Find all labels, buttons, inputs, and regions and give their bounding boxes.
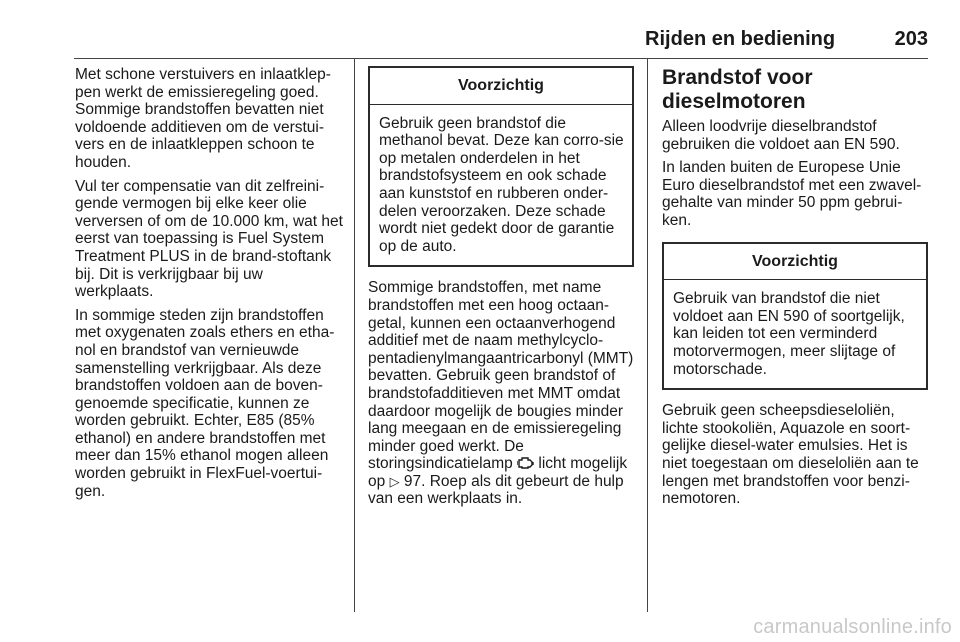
- caution-heading: Voorzichtig: [664, 244, 926, 281]
- paragraph-text: . Roep als dit gebeurt de hulp van een werkplaats in.: [368, 472, 624, 508]
- triangle-right-icon: ▷: [389, 473, 400, 489]
- paragraph: In sommige steden zijn brandstoffen met oxygenaten zoals ethers en etha-nol en brandstof van vernieuwde samenstelling verkrijgbaar. Als deze brandstoffen voldoen aan de boven-genoemde specificatie, kunnen ze worden gebruikt. Echter, E85 (85% ethanol) en andere brandstoffen met meer dan 15% ethanol mogen alleen worden gebruikt in FlexFuel-voertui-gen.: [75, 306, 335, 500]
- column-1: [75, 66, 345, 506]
- caution-body: Gebruik geen brandstof die methanol bevat. Deze kan corro-sie op metalen onderdelen in het brandstofsysteem en ook schade aan kunststof en rubberen onder-delen veroorzaken. Deze schade wordt niet gedekt door de garantie op de auto.: [379, 114, 624, 255]
- paragraph-text: licht mogelijk op: [368, 455, 628, 490]
- caution-heading: Voorzichtig: [370, 68, 632, 105]
- paragraph: Gebruik geen scheepsdieseloliën, lichte stookoliën, Aquazole en soort-gelijke diesel-water emulsies. Het is niet toegestaan om dieseloliën aan te lengen met brandstoffen voor benzi-nemotoren.: [662, 402, 919, 508]
- section-heading: Brandstof voor dieselmotoren: [662, 66, 813, 113]
- caution-box: [368, 66, 634, 267]
- paragraph: [368, 279, 634, 508]
- column-3: [662, 66, 928, 514]
- paragraph: In landen buiten de Europese Unie Euro dieselbrandstof met een zwavel-gehalte van minder 50 ppm gebrui-ken.: [662, 159, 922, 229]
- page-reference[interactable]: 97: [403, 472, 422, 490]
- engine-check-icon: [517, 455, 538, 472]
- page-number: 203: [894, 28, 928, 50]
- paragraph-text: Sommige brandstoffen, met name brandstoffen met een hoog octaan-getal, kunnen een octaanverhogend additief met de naam methylcyclo-pentadienylmangaantricarbonyl (MMT) bevatten. Gebruik geen brandstof of brandstofadditieven met MMT omdat daardoor mogelijk de bougies minder lang meegaan en de emissieregeling minder goed werkt. De storingsindicatielamp: [368, 279, 634, 473]
- paragraph: Vul ter compensatie van dit zelfreini-gende vermogen bij elke keer olie verversen of om de 10.000 km, wat het eerst van toepassing is Fuel System Treatment PLUS in de brand-stoftank bij. Dit is verkrijgbaar bij uw werkplaats.: [75, 177, 343, 301]
- column-divider-1: [354, 58, 355, 612]
- watermark: carmanualsonline.info: [753, 616, 952, 638]
- caution-box: [662, 242, 928, 391]
- paragraph: Met schone verstuivers en inlaatklep-pen werkt de emissieregeling goed. Sommige brandstoffen bevatten niet voldoende additieven om de verstui-vers en de inlaatkleppen schoon te houden.: [75, 66, 331, 171]
- header-rule: [74, 58, 928, 59]
- column-divider-2: [647, 58, 648, 612]
- paragraph: Alleen loodvrije dieselbrandstof gebruiken die voldoet aan EN 590.: [662, 118, 900, 153]
- page-header: [0, 28, 928, 50]
- page-title: Rijden en bediening: [645, 28, 836, 50]
- column-2: [368, 66, 634, 514]
- caution-body: Gebruik van brandstof die niet voldoet aan EN 590 of soortgelijk, kan leiden tot een verminderd motorvermogen, meer slijtage of motorschade.: [673, 290, 905, 378]
